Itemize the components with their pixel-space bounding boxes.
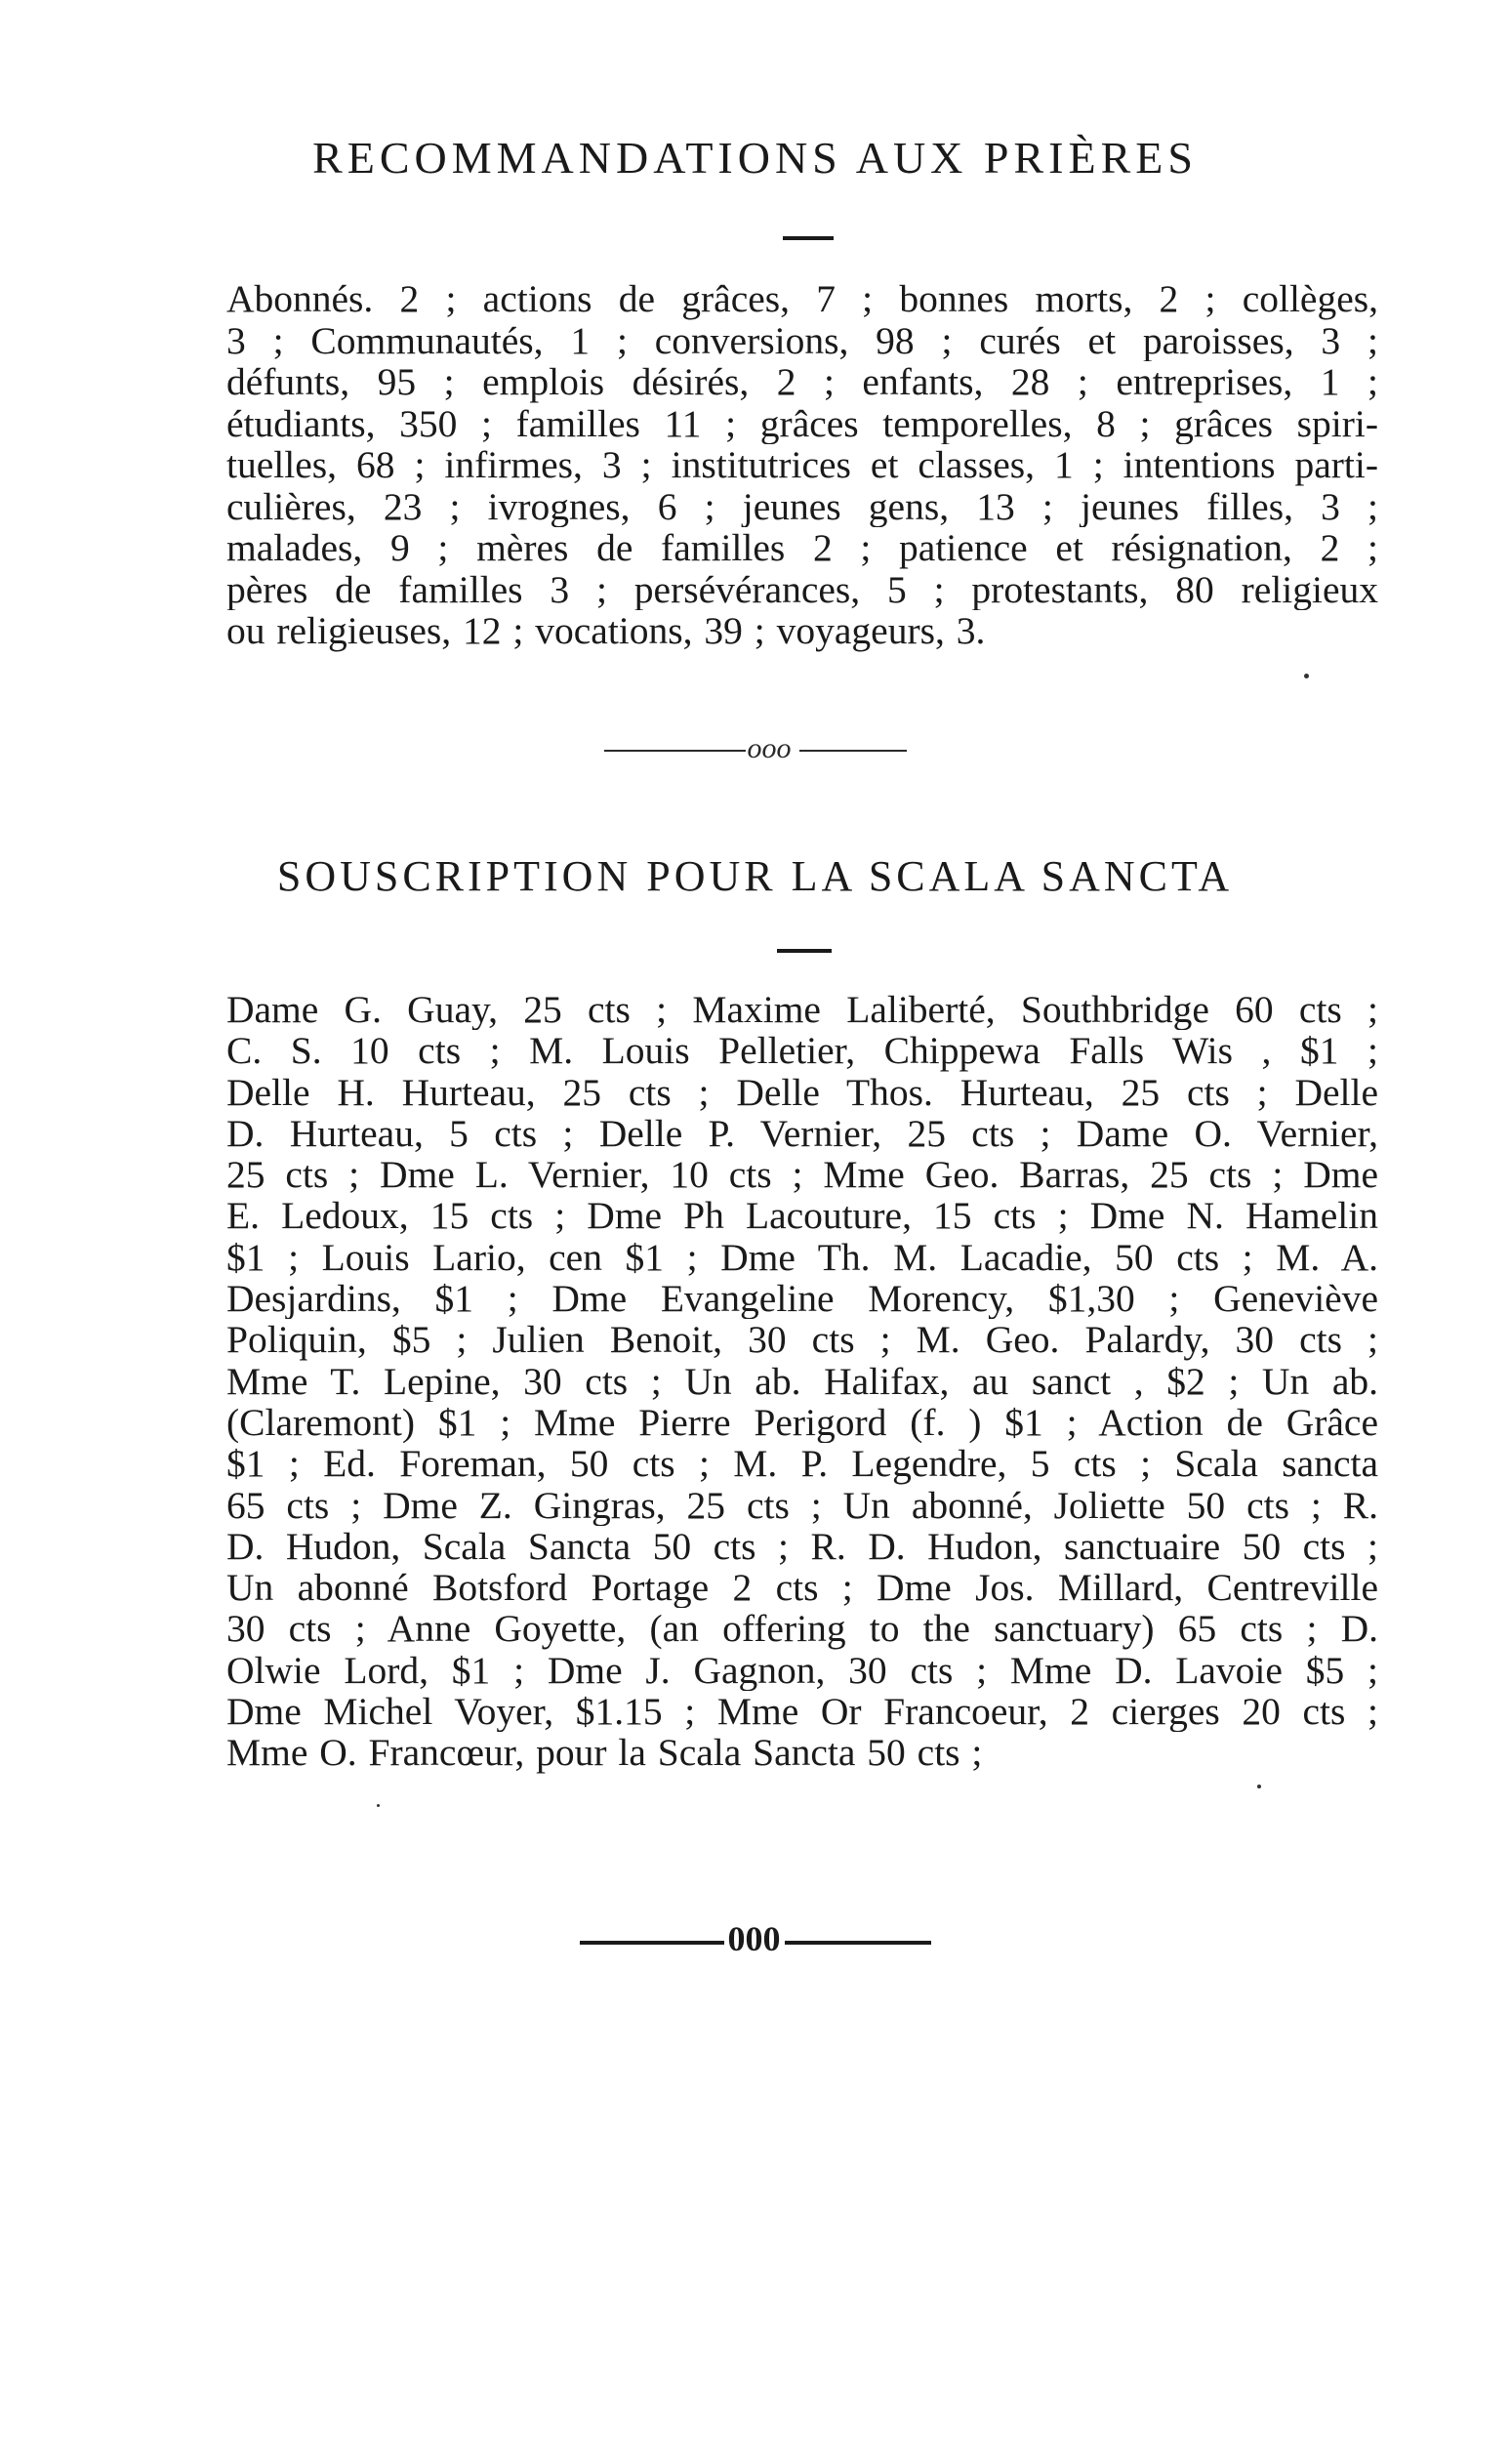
paragraph-line: Desjardins, $1 ; Dme Evangeline Morency, $1,30 ; Geneviève: [226, 1278, 1378, 1320]
paragraph-line: $1 ; Ed. Foreman, 50 cts ; M. P. Legendre, 5 cts ; Scala sancta: [226, 1443, 1378, 1485]
paragraph-line: Mme T. Lepine, 30 cts ; Un ab. Halifax, au sanct , $2 ; Un ab.: [226, 1360, 1378, 1402]
paragraph-line: (Claremont) $1 ; Mme Pierre Perigord (f. ) $1 ; Action de Grâce: [226, 1401, 1378, 1444]
separator-dash: [799, 750, 907, 752]
paragraph-line: Un abonné Botsford Portage 2 cts ; Dme Jos. Millard, Centreville: [226, 1567, 1378, 1609]
paragraph-line: pères de familles 3 ; persévérances, 5 ; protestants, 80 religieux: [226, 568, 1378, 610]
paragraph-line: $1 ; Louis Lario, cen $1 ; Dme Th. M. Lacadie, 50 cts ; M. A.: [226, 1236, 1378, 1279]
print-speck: [1257, 1785, 1261, 1788]
section-title-souscription: SOUSCRIPTION POUR LA SCALA SANCTA: [276, 852, 1234, 900]
separator-dash: [785, 1941, 931, 1945]
recommandations-paragraph: [226, 278, 1378, 652]
paragraph-line: Delle H. Hurteau, 25 cts ; Delle Thos. Hurteau, 25 cts ; Delle: [226, 1071, 1378, 1113]
paragraph-line: malades, 9 ; mères de familles 2 ; patience et résignation, 2 ;: [226, 527, 1378, 569]
paragraph-line: D. Hudon, Scala Sancta 50 cts ; R. D. Hudon, sanctuaire 50 cts ;: [226, 1525, 1378, 1568]
paragraph-line: étudiants, 350 ; familles 11 ; grâces temporelles, 8 ; grâces spiri-: [226, 402, 1378, 444]
paragraph-line: Poliquin, $5 ; Julien Benoit, 30 cts ; M. Geo. Palardy, 30 cts ;: [226, 1319, 1378, 1361]
print-speck: [1304, 674, 1309, 678]
paragraph-line: Dme Michel Voyer, $1.15 ; Mme Or Francoeur, 2 cierges 20 cts ;: [226, 1691, 1378, 1733]
paragraph-line: 3 ; Communautés, 1 ; conversions, 98 ; curés et paroisses, 3 ;: [226, 319, 1378, 361]
paragraph-line: 65 cts ; Dme Z. Gingras, 25 cts ; Un abonné, Joliette 50 cts ; R.: [226, 1484, 1378, 1526]
section-title-recommandations: RECOMMANDATIONS AUX PRIÈRES: [312, 133, 1198, 183]
paragraph-line: Olwie Lord, $1 ; Dme J. Gagnon, 30 cts ; Mme D. Lavoie $5 ;: [226, 1649, 1378, 1692]
paragraph-line: Mme O. Francœur, pour la Scala Sancta 50 cts ;: [226, 1732, 983, 1774]
paragraph-line: tuelles, 68 ; infirmes, 3 ; institutrices et classes, 1 ; intentions parti-: [226, 444, 1378, 486]
paragraph-line: défunts, 95 ; emplois désirés, 2 ; enfants, 28 ; entreprises, 1 ;: [226, 361, 1378, 403]
separator-ornament: ooo: [747, 732, 792, 764]
paragraph-line: 30 cts ; Anne Goyette, (an offering to the sanctuary) 65 cts ; D.: [226, 1608, 1378, 1650]
section-separator: [0, 732, 1510, 765]
title-rule: [783, 236, 834, 240]
paragraph-line: ou religieuses, 12 ; vocations, 39 ; voyageurs, 3.: [226, 610, 986, 652]
separator-dash: [604, 750, 746, 752]
souscription-paragraph: [226, 989, 1378, 1774]
paragraph-line: Abonnés. 2 ; actions de grâces, 7 ; bonnes morts, 2 ; collèges,: [226, 278, 1378, 320]
paragraph-line: D. Hurteau, 5 cts ; Delle P. Vernier, 25 cts ; Dame O. Vernier,: [226, 1112, 1378, 1155]
separator-dash: [580, 1941, 724, 1945]
closing-separator: [0, 1918, 1510, 1959]
title-rule: [777, 949, 832, 953]
separator-ornament: 000: [727, 1919, 781, 1958]
paragraph-line: culières, 23 ; ivrognes, 6 ; jeunes gens, 13 ; jeunes filles, 3 ;: [226, 485, 1378, 527]
paragraph-line: Dame G. Guay, 25 cts ; Maxime Laliberté, Southbridge 60 cts ;: [226, 989, 1378, 1031]
paragraph-line: C. S. 10 cts ; M. Louis Pelletier, Chippewa Falls Wis , $1 ;: [226, 1030, 1378, 1072]
paragraph-line: 25 cts ; Dme L. Vernier, 10 cts ; Mme Geo. Barras, 25 cts ; Dme: [226, 1154, 1378, 1196]
print-speck: [377, 1804, 380, 1807]
paragraph-line: E. Ledoux, 15 cts ; Dme Ph Lacouture, 15 cts ; Dme N. Hamelin: [226, 1195, 1378, 1237]
